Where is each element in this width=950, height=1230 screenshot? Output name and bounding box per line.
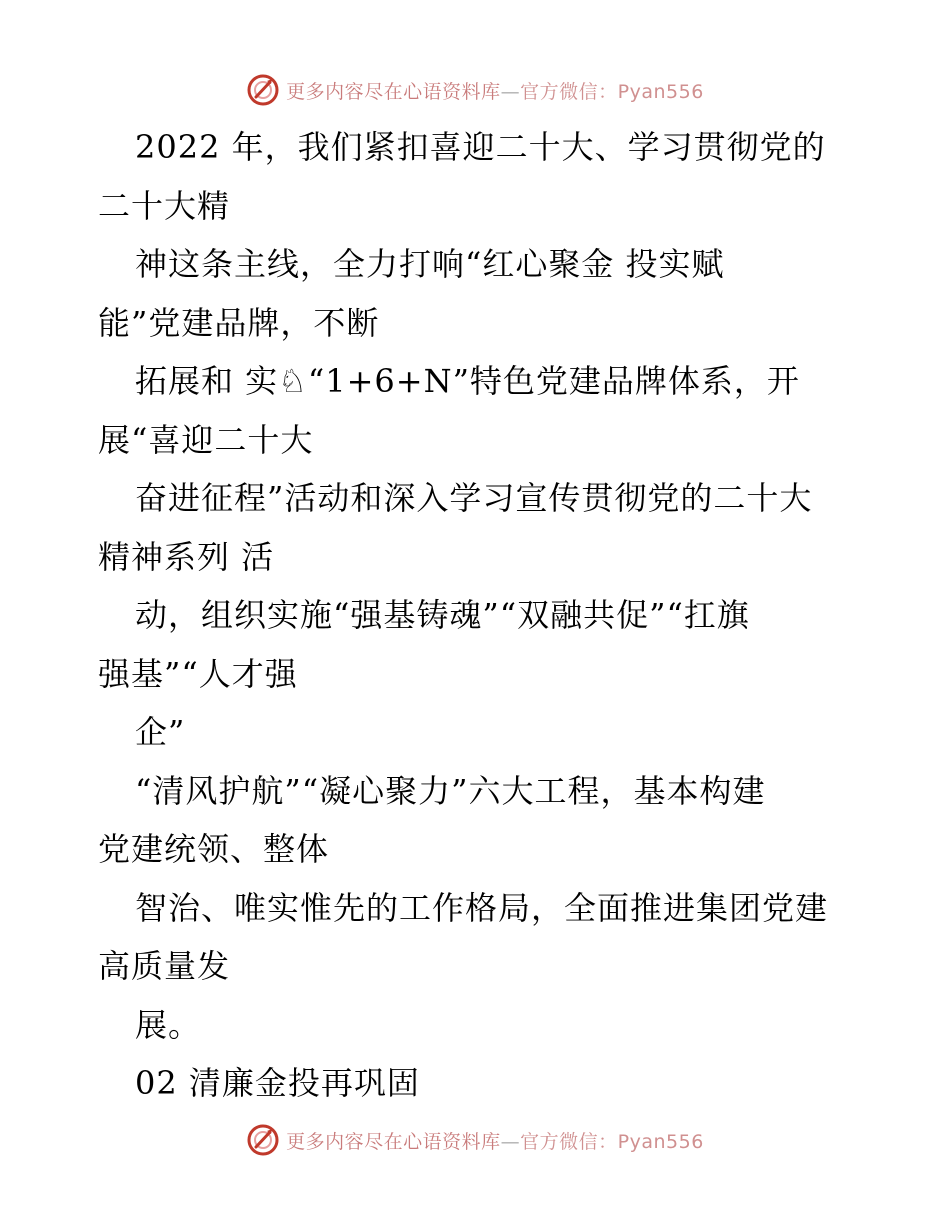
body-line: 党建统领、整体 — [98, 830, 330, 868]
body-line: 能”党建品牌，不断 — [98, 303, 380, 342]
watermark-text — [286, 77, 704, 104]
body-line: 高质量发 — [98, 947, 231, 985]
watermark-wechat-text: 官方微信：Pyan556 — [520, 1130, 704, 1153]
body-line: 2022 年，我们紧扣喜迎二十大、学习贯彻党的 — [135, 128, 826, 166]
watermark-separator: — — [500, 80, 521, 103]
body-line: 强基”“人才强 — [98, 654, 298, 693]
watermark-header — [0, 70, 950, 110]
body-line: 奋进征程”活动和深入学习宣传贯彻党的二十大 — [135, 479, 813, 517]
watermark-wechat-text: 官方微信：Pyan556 — [520, 80, 704, 103]
body-line: 拓展和 实♘“1+6+N”特色党建品牌体系，开 — [135, 362, 800, 400]
section-heading: 02 清廉金投再巩固 — [135, 1064, 420, 1102]
body-line: 展“喜迎二十大 — [98, 420, 314, 459]
watermark-separator: — — [500, 1130, 521, 1153]
watermark-main-text: 更多内容尽在心语资料库 — [286, 80, 501, 103]
document-body — [98, 118, 858, 1113]
body-line: 展。 — [135, 1005, 202, 1044]
watermark-main-text: 更多内容尽在心语资料库 — [286, 1130, 501, 1153]
watermark-text — [286, 1127, 704, 1154]
body-line: 精神系列 活 — [98, 537, 275, 576]
watermark-logo-icon — [246, 1123, 280, 1157]
body-line: “清风护航”“凝心聚力”六大工程，基本构建 — [135, 771, 766, 810]
body-line: 智治、唯实惟先的工作格局，全面推进集团党建 — [135, 888, 829, 927]
body-line: 神这条主线，全力打响“红心聚金 投实赋 — [135, 245, 725, 283]
body-line: 企” — [135, 713, 186, 751]
body-line: 动，组织实施“强基铸魂”“双融共促”“扛旗 — [135, 596, 750, 634]
watermark-footer — [0, 1120, 950, 1160]
watermark-logo-icon — [246, 73, 280, 107]
body-line: 二十大精 — [98, 186, 231, 225]
